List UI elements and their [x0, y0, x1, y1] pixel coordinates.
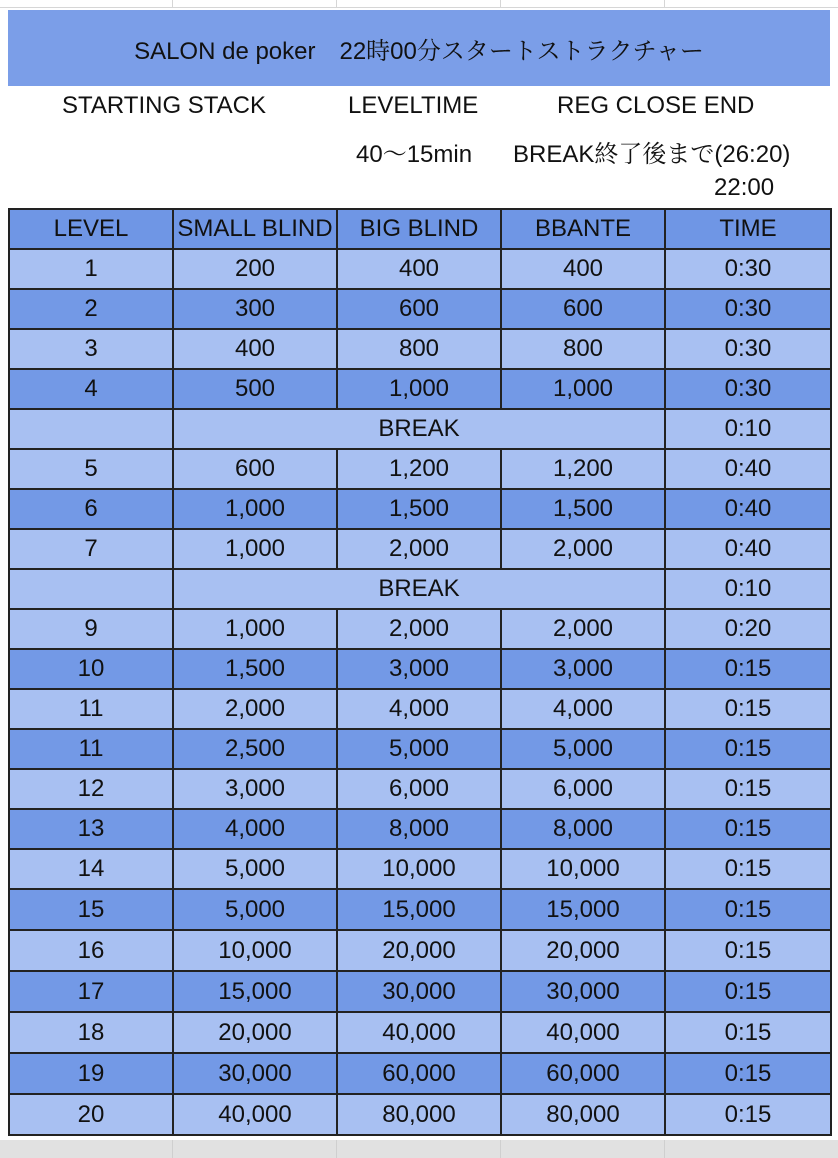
break-level-cell[interactable]	[9, 409, 173, 449]
level-cell[interactable]: 13	[9, 809, 173, 849]
big-blind-cell[interactable]: 800	[337, 329, 501, 369]
small-blind-cell[interactable]: 2,500	[173, 729, 337, 769]
break-row	[9, 409, 831, 449]
big-blind-cell[interactable]: 3,000	[337, 649, 501, 689]
small-blind-cell[interactable]: 600	[173, 449, 337, 489]
big-blind-cell[interactable]: 5,000	[337, 729, 501, 769]
big-blind-cell[interactable]: 40,000	[337, 1012, 501, 1053]
table-row	[9, 689, 831, 729]
bbante-cell[interactable]: 800	[501, 329, 665, 369]
small-blind-cell[interactable]: 40,000	[173, 1094, 337, 1135]
table-row	[9, 1012, 831, 1053]
small-blind-cell[interactable]: 2,000	[173, 689, 337, 729]
table-row	[9, 609, 831, 649]
header-big-blind[interactable]: BIG BLIND	[337, 209, 501, 249]
table-row	[9, 649, 831, 689]
small-blind-cell[interactable]: 500	[173, 369, 337, 409]
time-cell[interactable]: 0:30	[665, 249, 831, 289]
title-bar[interactable]	[8, 10, 830, 86]
time-cell[interactable]: 0:15	[665, 971, 831, 1012]
time-cell[interactable]: 0:20	[665, 609, 831, 649]
big-blind-cell[interactable]: 4,000	[337, 689, 501, 729]
level-cell[interactable]: 7	[9, 529, 173, 569]
level-cell[interactable]: 16	[9, 930, 173, 971]
table-row	[9, 489, 831, 529]
time-cell[interactable]: 0:40	[665, 449, 831, 489]
bbante-cell[interactable]: 6,000	[501, 769, 665, 809]
time-cell[interactable]: 0:15	[665, 930, 831, 971]
bbante-cell[interactable]: 8,000	[501, 809, 665, 849]
level-cell[interactable]: 3	[9, 329, 173, 369]
time-cell[interactable]: 0:15	[665, 649, 831, 689]
table-row	[9, 809, 831, 849]
table-row	[9, 849, 831, 889]
level-cell[interactable]: 9	[9, 609, 173, 649]
structure-table	[8, 208, 832, 1136]
header-small-blind[interactable]: SMALL BLIND	[173, 209, 337, 249]
bbante-cell[interactable]: 2,000	[501, 529, 665, 569]
leveltime-label[interactable]: LEVELTIME	[348, 92, 479, 119]
small-blind-cell[interactable]: 4,000	[173, 809, 337, 849]
bottom-scroll-area	[0, 1140, 838, 1158]
small-blind-cell[interactable]: 3,000	[173, 769, 337, 809]
level-cell[interactable]: 5	[9, 449, 173, 489]
level-cell[interactable]: 6	[9, 489, 173, 529]
table-row	[9, 971, 831, 1012]
big-blind-cell[interactable]: 10,000	[337, 849, 501, 889]
bbante-cell[interactable]: 1,500	[501, 489, 665, 529]
time-cell[interactable]: 0:15	[665, 1053, 831, 1094]
big-blind-cell[interactable]: 80,000	[337, 1094, 501, 1135]
level-cell[interactable]: 18	[9, 1012, 173, 1053]
time-cell[interactable]: 0:15	[665, 769, 831, 809]
small-blind-cell[interactable]: 1,000	[173, 609, 337, 649]
level-cell[interactable]: 15	[9, 889, 173, 930]
table-row	[9, 369, 831, 409]
big-blind-cell[interactable]: 1,500	[337, 489, 501, 529]
small-blind-cell[interactable]: 5,000	[173, 889, 337, 930]
time-cell[interactable]: 0:15	[665, 729, 831, 769]
big-blind-cell[interactable]: 6,000	[337, 769, 501, 809]
small-blind-cell[interactable]: 1,000	[173, 529, 337, 569]
small-blind-cell[interactable]: 300	[173, 289, 337, 329]
bbante-cell[interactable]: 4,000	[501, 689, 665, 729]
bbante-cell[interactable]: 5,000	[501, 729, 665, 769]
header-row	[9, 209, 831, 249]
table-row	[9, 249, 831, 289]
bbante-cell[interactable]: 40,000	[501, 1012, 665, 1053]
big-blind-cell[interactable]: 15,000	[337, 889, 501, 930]
big-blind-cell[interactable]: 30,000	[337, 971, 501, 1012]
time-cell[interactable]: 0:10	[665, 569, 831, 609]
level-cell[interactable]: 20	[9, 1094, 173, 1135]
big-blind-cell[interactable]: 600	[337, 289, 501, 329]
reg-close-label[interactable]: REG CLOSE END	[557, 92, 755, 119]
big-blind-cell[interactable]: 400	[337, 249, 501, 289]
bbante-cell[interactable]: 80,000	[501, 1094, 665, 1135]
table-row	[9, 449, 831, 489]
small-blind-cell[interactable]: 1,000	[173, 489, 337, 529]
time-cell[interactable]: 0:40	[665, 489, 831, 529]
leveltime-value[interactable]: 40〜15min	[356, 141, 473, 168]
table-row	[9, 729, 831, 769]
page-title: SALON de poker 22時00分スタートストラクチャー	[134, 37, 704, 65]
table-row	[9, 769, 831, 809]
table-row	[9, 889, 831, 930]
bbante-cell[interactable]: 15,000	[501, 889, 665, 930]
time-cell[interactable]: 0:15	[665, 809, 831, 849]
table-row	[9, 930, 831, 971]
table-row	[9, 1094, 831, 1135]
small-blind-cell[interactable]: 20,000	[173, 1012, 337, 1053]
time-cell[interactable]: 0:15	[665, 849, 831, 889]
time-cell[interactable]: 0:15	[665, 689, 831, 729]
start-time[interactable]: 22:00	[714, 174, 775, 201]
big-blind-cell[interactable]: 2,000	[337, 529, 501, 569]
level-cell[interactable]: 17	[9, 971, 173, 1012]
small-blind-cell[interactable]: 200	[173, 249, 337, 289]
time-cell[interactable]: 0:15	[665, 1012, 831, 1053]
big-blind-cell[interactable]: 1,000	[337, 369, 501, 409]
big-blind-cell[interactable]: 2,000	[337, 609, 501, 649]
big-blind-cell[interactable]: 1,200	[337, 449, 501, 489]
level-cell[interactable]: 14	[9, 849, 173, 889]
time-cell[interactable]: 0:10	[665, 409, 831, 449]
bbante-cell[interactable]: 1,000	[501, 369, 665, 409]
bbante-cell[interactable]: 3,000	[501, 649, 665, 689]
bbante-cell[interactable]: 600	[501, 289, 665, 329]
break-label-cell[interactable]: BREAK	[173, 569, 665, 609]
level-cell[interactable]: 2	[9, 289, 173, 329]
break-row	[9, 569, 831, 609]
time-cell[interactable]: 0:30	[665, 329, 831, 369]
table-row	[9, 1053, 831, 1094]
header-time[interactable]: TIME	[665, 209, 831, 249]
small-blind-cell[interactable]: 400	[173, 329, 337, 369]
table-row	[9, 529, 831, 569]
bbante-cell[interactable]: 1,200	[501, 449, 665, 489]
break-label-cell[interactable]: BREAK	[173, 409, 665, 449]
big-blind-cell[interactable]: 8,000	[337, 809, 501, 849]
time-cell[interactable]: 0:15	[665, 889, 831, 930]
time-cell[interactable]: 0:15	[665, 1094, 831, 1135]
time-cell[interactable]: 0:30	[665, 289, 831, 329]
header-level[interactable]: LEVEL	[9, 209, 173, 249]
level-cell[interactable]: 11	[9, 689, 173, 729]
time-cell[interactable]: 0:40	[665, 529, 831, 569]
small-blind-cell[interactable]: 30,000	[173, 1053, 337, 1094]
table-row	[9, 289, 831, 329]
big-blind-cell[interactable]: 20,000	[337, 930, 501, 971]
level-cell[interactable]: 10	[9, 649, 173, 689]
break-level-cell[interactable]	[9, 569, 173, 609]
level-cell[interactable]: 12	[9, 769, 173, 809]
starting-stack-label[interactable]: STARTING STACK	[62, 92, 267, 119]
bbante-cell[interactable]: 60,000	[501, 1053, 665, 1094]
level-cell[interactable]: 4	[9, 369, 173, 409]
bbante-cell[interactable]: 400	[501, 249, 665, 289]
big-blind-cell[interactable]: 60,000	[337, 1053, 501, 1094]
small-blind-cell[interactable]: 5,000	[173, 849, 337, 889]
small-blind-cell[interactable]: 10,000	[173, 930, 337, 971]
bbante-cell[interactable]: 10,000	[501, 849, 665, 889]
small-blind-cell[interactable]: 1,500	[173, 649, 337, 689]
reg-close-value[interactable]: BREAK終了後まで(26:20)	[513, 141, 791, 168]
header-bbante[interactable]: BBANTE	[501, 209, 665, 249]
level-cell[interactable]: 11	[9, 729, 173, 769]
top-gridlines	[0, 0, 838, 8]
level-cell[interactable]: 19	[9, 1053, 173, 1094]
small-blind-cell[interactable]: 15,000	[173, 971, 337, 1012]
bbante-cell[interactable]: 30,000	[501, 971, 665, 1012]
time-cell[interactable]: 0:30	[665, 369, 831, 409]
bbante-cell[interactable]: 2,000	[501, 609, 665, 649]
bbante-cell[interactable]: 20,000	[501, 930, 665, 971]
level-cell[interactable]: 1	[9, 249, 173, 289]
table-row	[9, 329, 831, 369]
